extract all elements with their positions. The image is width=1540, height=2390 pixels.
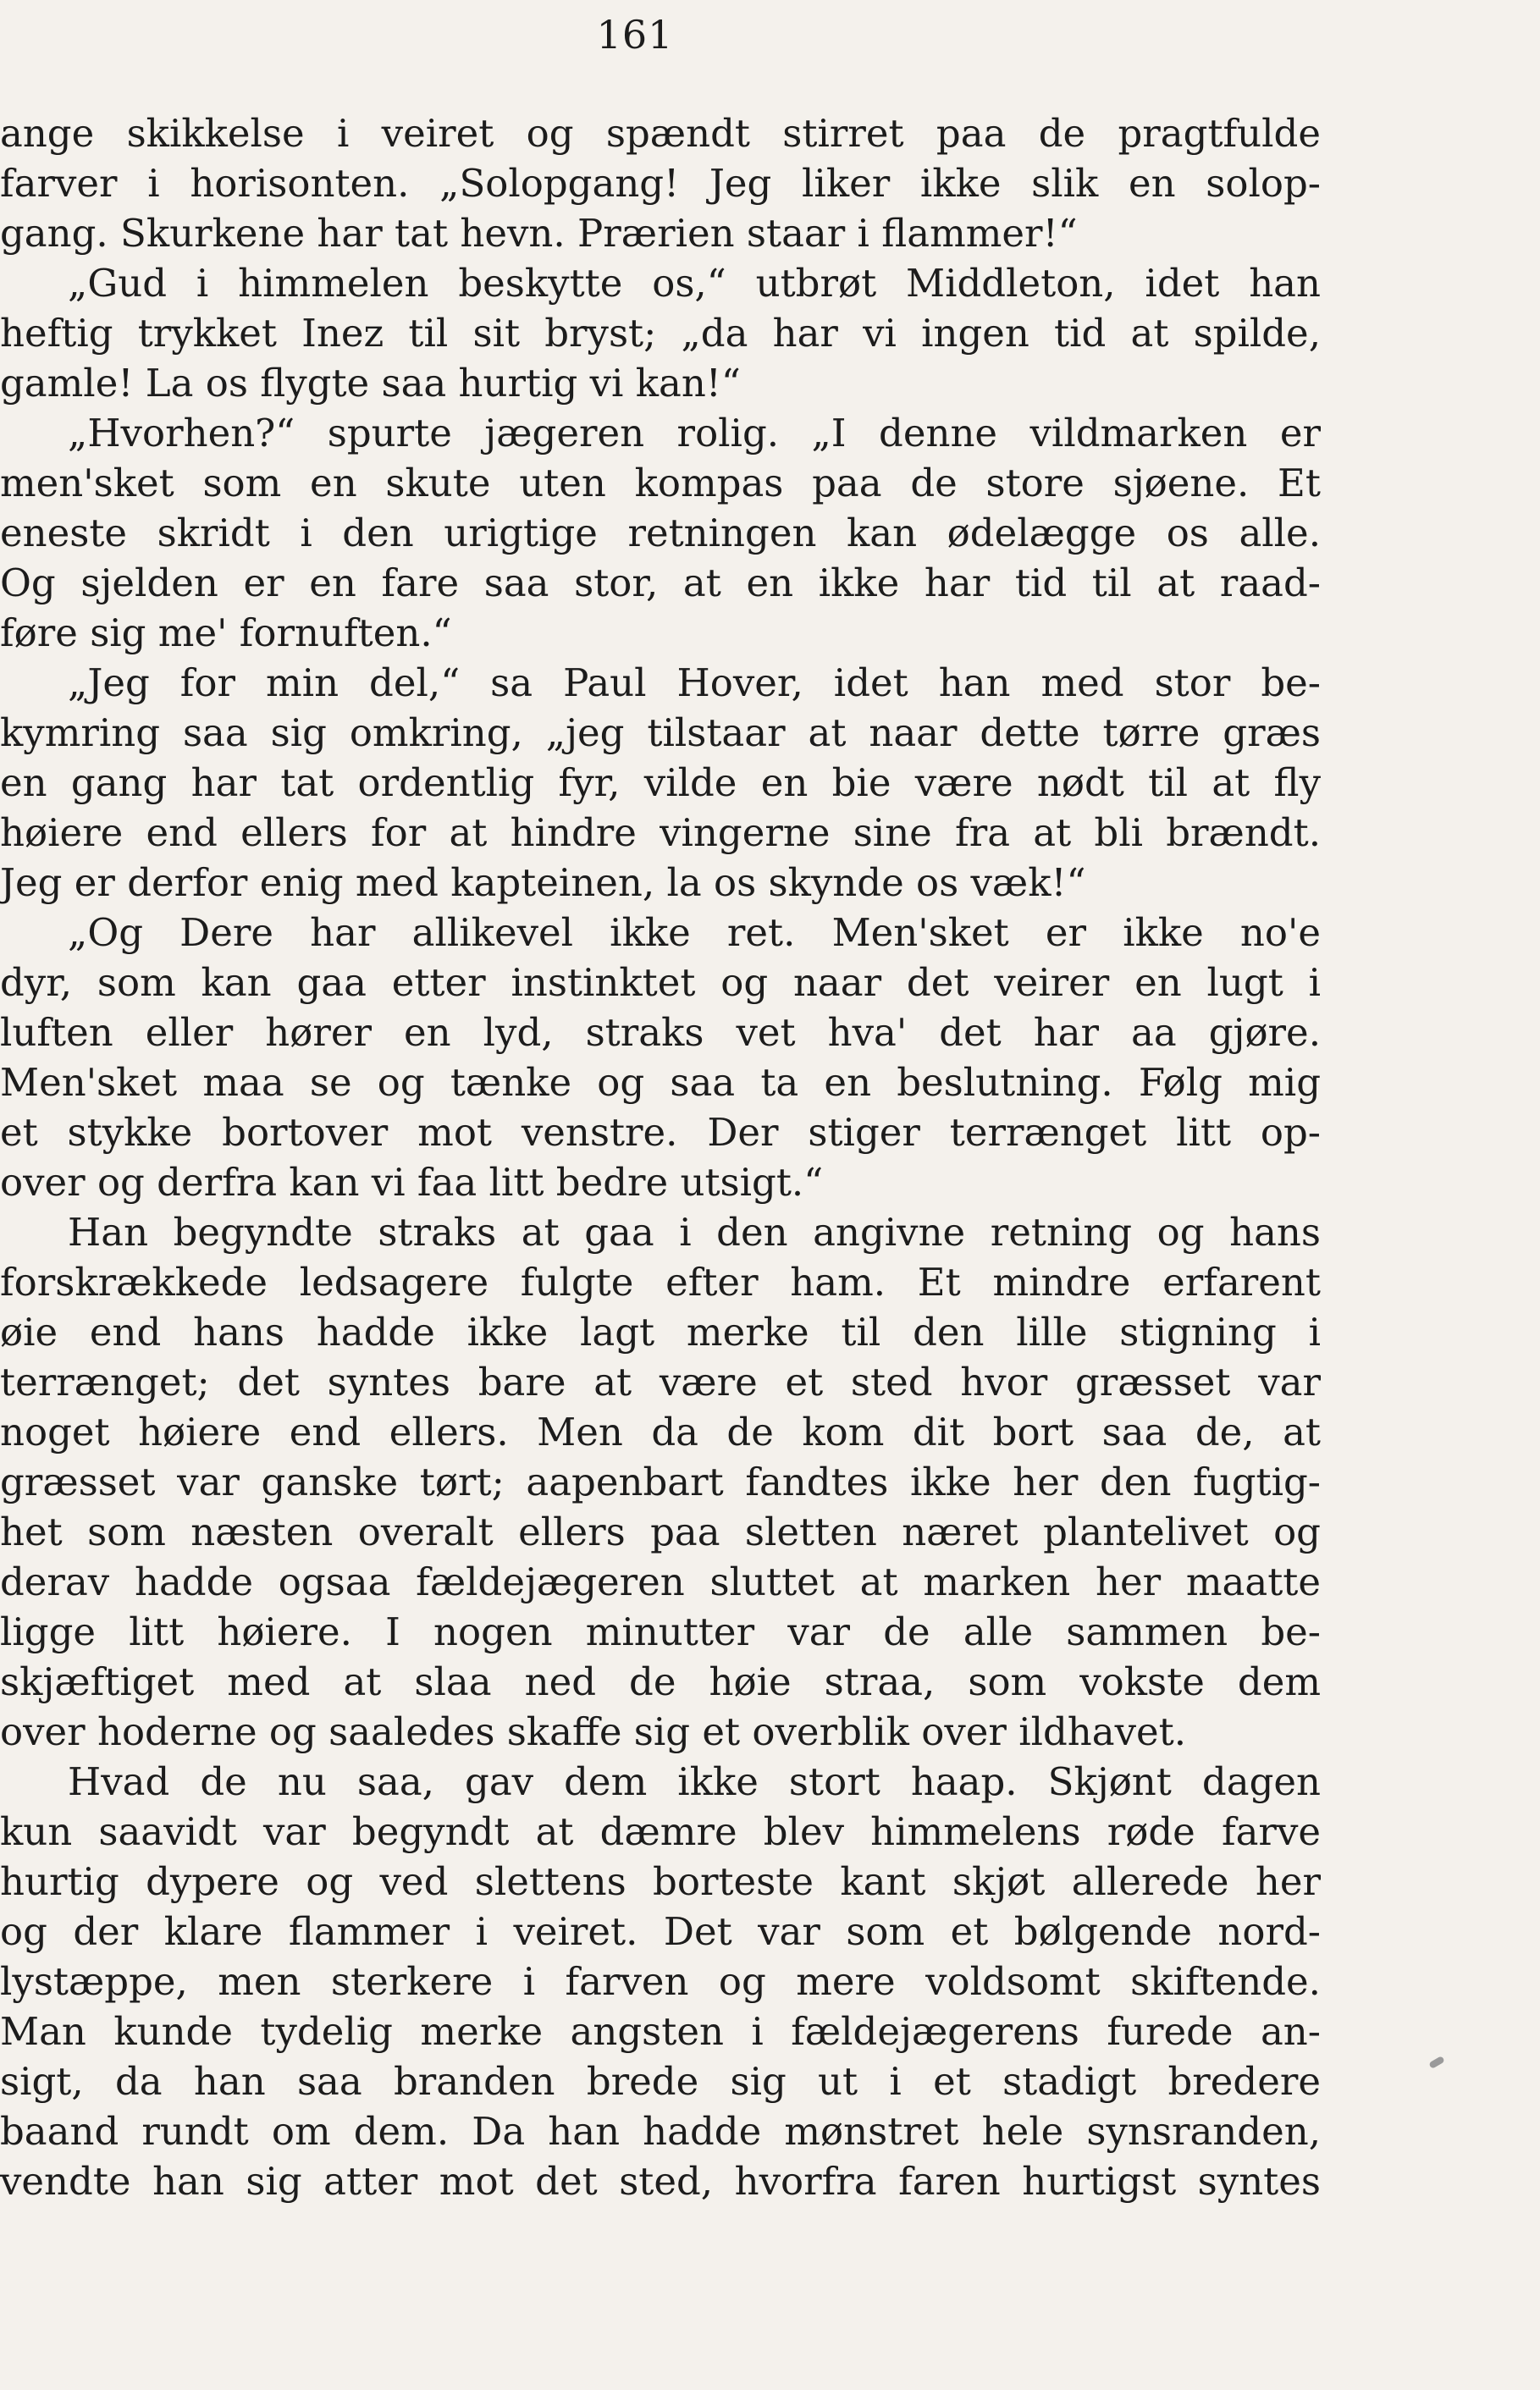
text-line: ange skikkelse i veiret og spændt stirret paa de pragtfulde (0, 111, 1321, 156)
text-line: Og sjelden er en fare saa stor, at en ikke har tid til at raad- (0, 560, 1321, 605)
text-line: forskrækkede ledsagere fulgte efter ham. Et mindre erfarent (0, 1260, 1321, 1305)
text-line: Man kunde tydelig merke angsten i fældejægerens furede an- (0, 2009, 1321, 2054)
text-line: „Hvorhen?“ spurte jægeren rolig. „I denne vildmarken er (68, 411, 1321, 455)
text-line: kymring saa sig omkring, „jeg tilstaar at naar dette tørre græs (0, 710, 1321, 755)
text-line: derav hadde ogsaa fældejægeren sluttet at marken her maatte (0, 1559, 1321, 1604)
text-line: „Og Dere har allikevel ikke ret. Men'sket er ikke no'e (68, 910, 1321, 955)
paper-speck (1428, 2056, 1445, 2069)
text-line: terrænget; det syntes bare at være et sted hvor græsset var (0, 1360, 1321, 1405)
text-line: føre sig me' fornuften.“ (0, 610, 452, 655)
text-line: et stykke bortover mot venstre. Der stiger terrænget litt op- (0, 1110, 1321, 1155)
text-line: sigt, da han saa branden brede sig ut i et stadigt bredere (0, 2059, 1321, 2104)
text-line: øie end hans hadde ikke lagt merke til den lille stigning i (0, 1310, 1321, 1355)
text-line: vendte han sig atter mot det sted, hvorfra faren hurtigst syntes (0, 2159, 1321, 2204)
text-line: het som næsten overalt ellers paa sletten næret plantelivet og (0, 1510, 1321, 1554)
text-line: „Jeg for min del,“ sa Paul Hover, idet han med stor be- (68, 660, 1321, 705)
text-line: luften eller hører en lyd, straks vet hva' det har aa gjøre. (0, 1010, 1321, 1055)
body-text (0, 108, 1321, 2206)
page-number: 161 (596, 12, 674, 58)
text-line: dyr, som kan gaa etter instinktet og naar det veirer en lugt i (0, 960, 1321, 1005)
text-line: baand rundt om dem. Da han hadde mønstret hele synsranden, (0, 2109, 1321, 2154)
text-line: noget høiere end ellers. Men da de kom dit bort saa de, at (0, 1410, 1321, 1454)
text-line: kun saavidt var begyndt at dæmre blev himmelens røde farve (0, 1809, 1321, 1854)
text-line: heftig trykket Inez til sit bryst; „da har vi ingen tid at spilde, (0, 311, 1321, 356)
text-line: og der klare flammer i veiret. Det var som et bølgende nord- (0, 1909, 1321, 1954)
text-line: høiere end ellers for at hindre vingerne sine fra at bli brændt. (0, 810, 1321, 855)
text-line: græsset var ganske tørt; aapenbart fandtes ikke her den fugtig- (0, 1460, 1321, 1504)
text-line: over og derfra kan vi faa litt bedre utsigt.“ (0, 1160, 824, 1205)
text-line: „Gud i himmelen beskytte os,“ utbrøt Middleton, idet han (68, 261, 1321, 306)
text-line: en gang har tat ordentlig fyr, vilde en bie være nødt til at fly (0, 760, 1321, 805)
text-line: skjæftiget med at slaa ned de høie straa, som vokste dem (0, 1659, 1321, 1704)
text-line: hurtig dypere og ved slettens borteste kant skjøt allerede her (0, 1859, 1321, 1904)
text-line: Han begyndte straks at gaa i den angivne retning og hans (68, 1210, 1321, 1255)
text-line: farver i horisonten. „Solopgang! Jeg liker ikke slik en solop- (0, 161, 1321, 206)
text-line: ligge litt høiere. I nogen minutter var de alle sammen be- (0, 1609, 1321, 1654)
text-line: eneste skridt i den urigtige retningen kan ødelægge os alle. (0, 511, 1321, 555)
text-line: men'sket som en skute uten kompas paa de store sjøene. Et (0, 461, 1321, 505)
text-line: Men'sket maa se og tænke og saa ta en beslutning. Følg mig (0, 1060, 1321, 1105)
text-line: gang. Skurkene har tat hevn. Prærien staar i flammer!“ (0, 211, 1078, 256)
text-line: gamle! La os flygte saa hurtig vi kan!“ (0, 361, 741, 406)
text-line: over hoderne og saaledes skaffe sig et overblik over ildhavet. (0, 1709, 1187, 1754)
text-line: lystæppe, men sterkere i farven og mere voldsomt skiftende. (0, 1959, 1321, 2004)
text-line: Hvad de nu saa, gav dem ikke stort haap. Skjønt dagen (68, 1759, 1321, 1804)
text-line: Jeg er derfor enig med kapteinen, la os skynde os væk!“ (0, 860, 1086, 905)
